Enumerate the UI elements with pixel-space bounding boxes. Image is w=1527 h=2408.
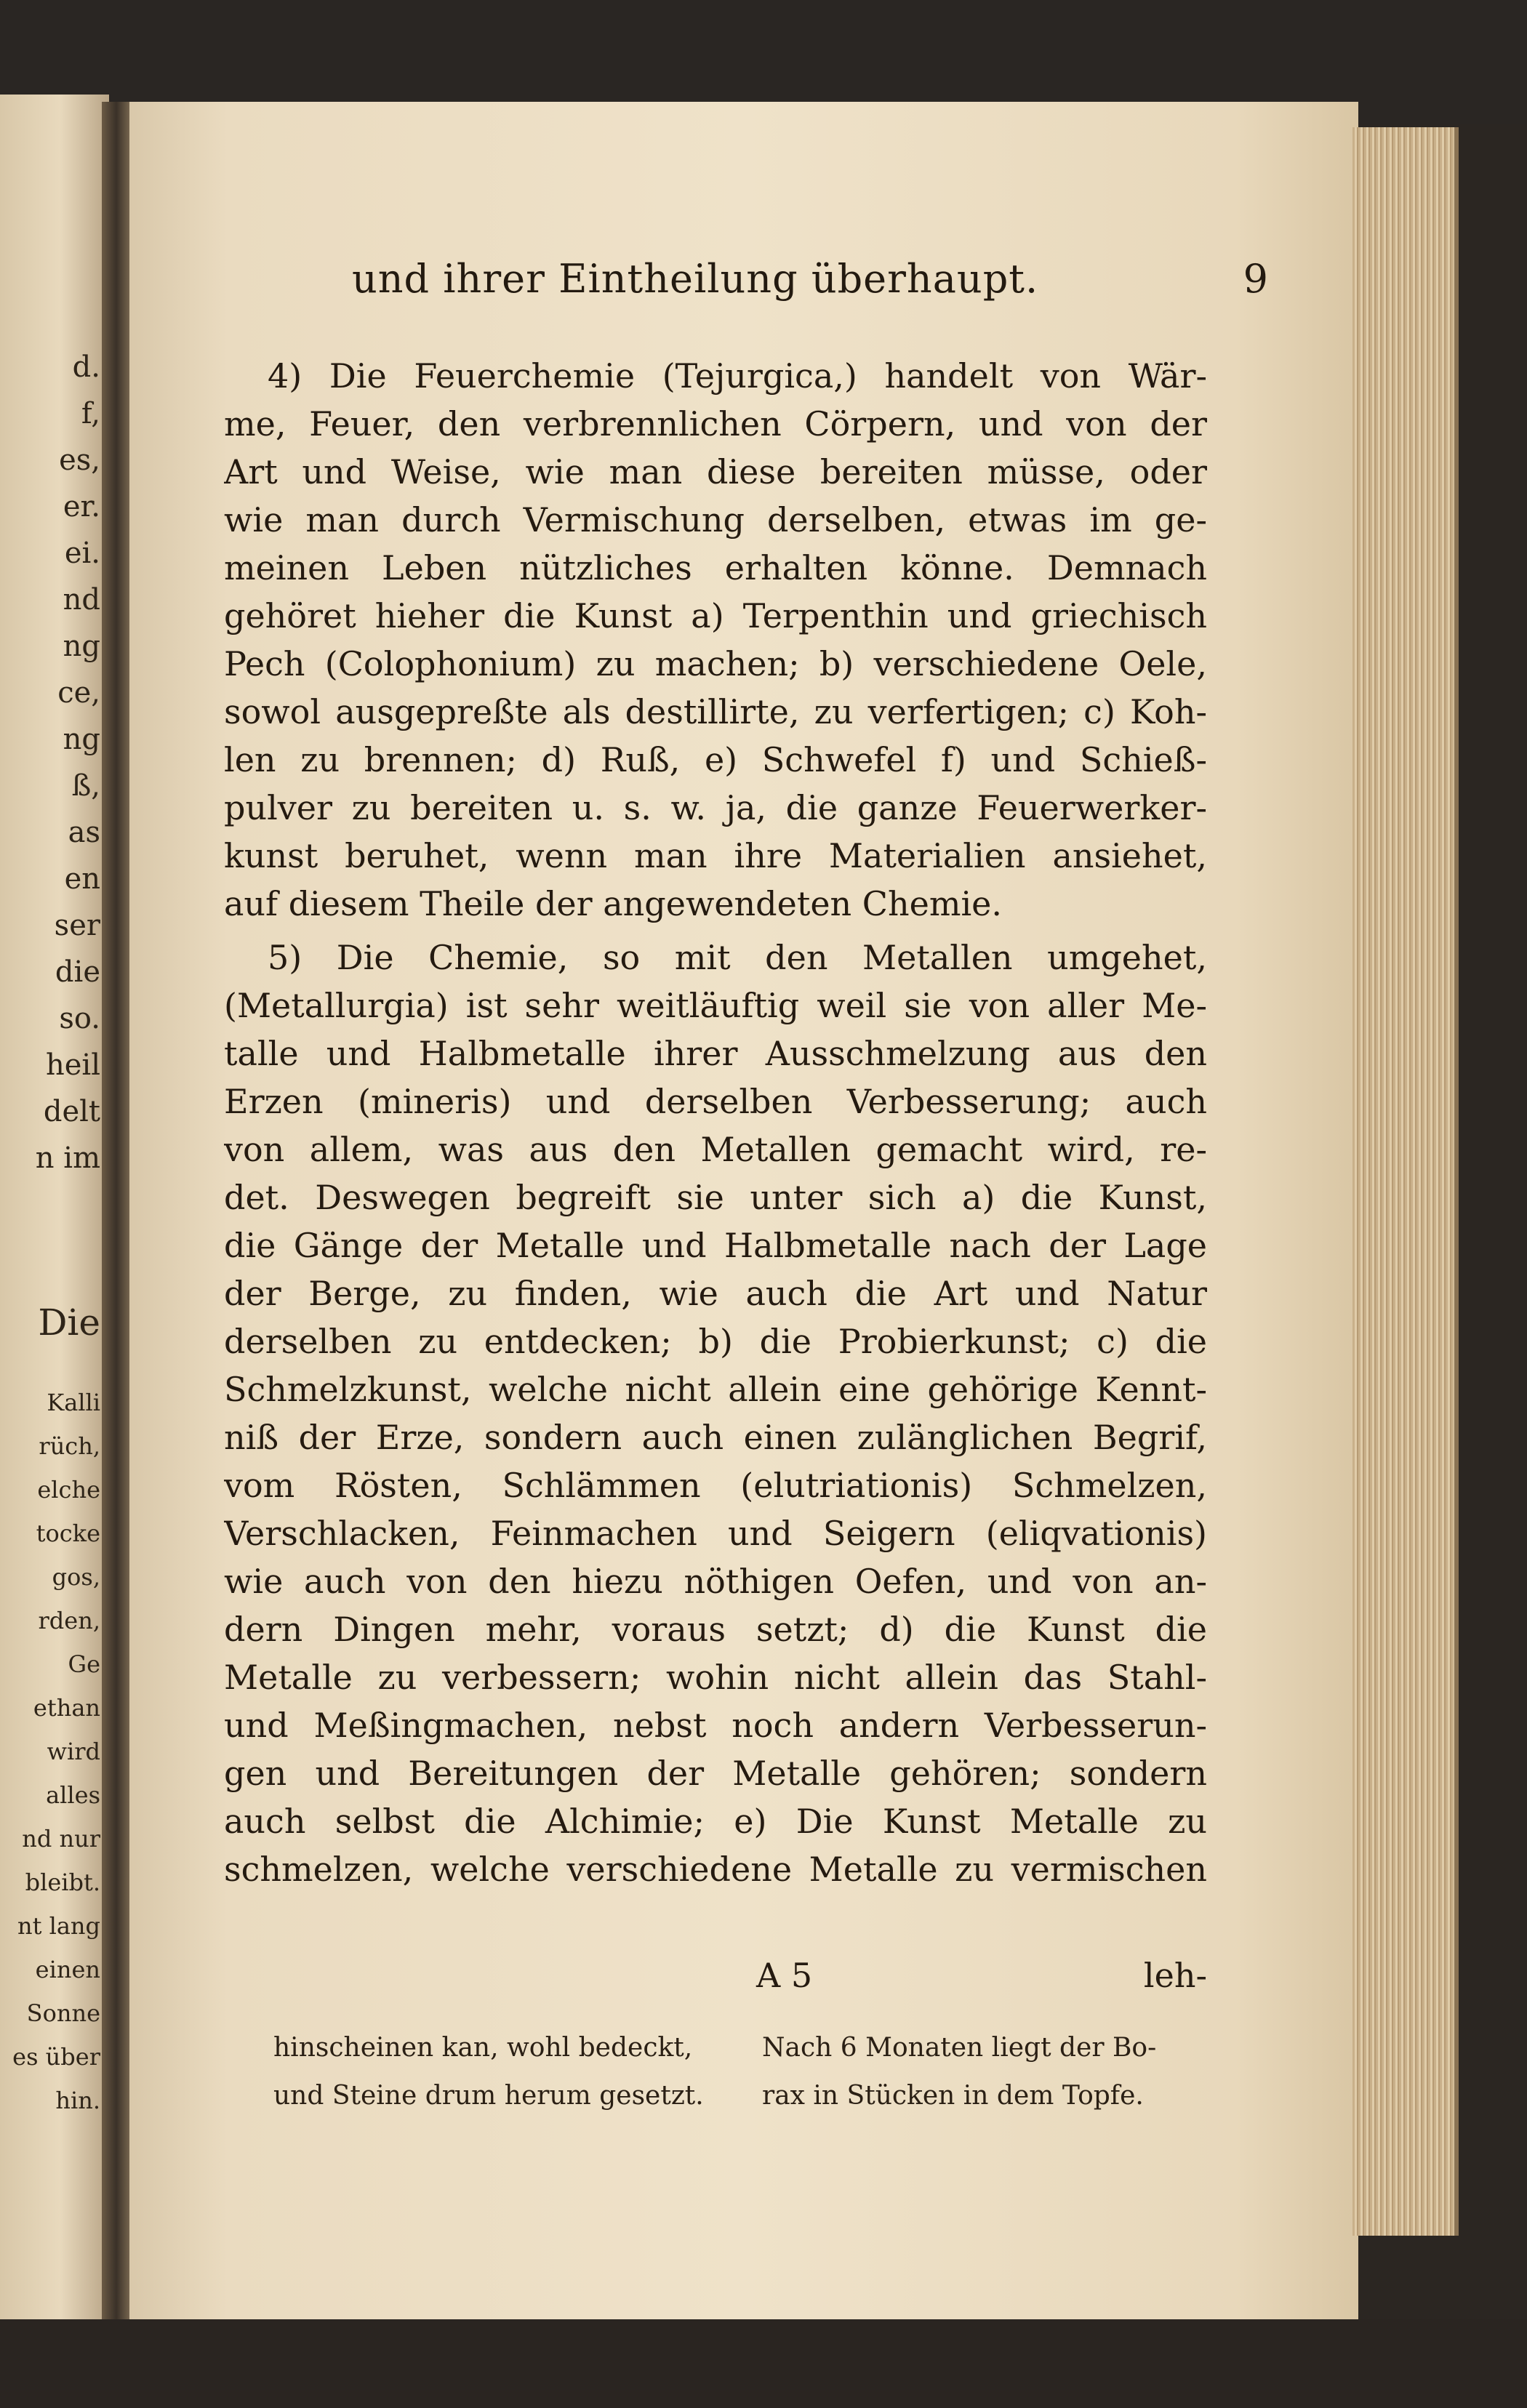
left-page-fragment: ethan [33, 1694, 100, 1722]
text-line: kunst beruhet, wenn man ihre Materialien ansiehet, [224, 836, 1207, 875]
text-line: die Gänge der Metalle und Halbmetalle nach der Lage [224, 1226, 1207, 1265]
left-page-fragment: nd [63, 583, 100, 617]
text-line: gen und Bereitungen der Metalle gehören; sondern [224, 1754, 1207, 1793]
text-line: 5) Die Chemie, so mit den Metallen umgehet, [268, 938, 1207, 977]
left-page-fragment: f, [81, 397, 100, 430]
text-line: Art und Weise, wie man diese bereiten müsse, oder [224, 452, 1207, 491]
text-line: sowol ausgepreßte als destillirte, zu verfertigen; c) Koh- [224, 692, 1207, 731]
left-page-fragment: rden, [38, 1607, 100, 1634]
text-line: talle und Halbmetalle ihrer Ausschmelzung aus den [224, 1034, 1207, 1073]
left-page-fragment: hin. [55, 2087, 100, 2114]
text-line: wie man durch Vermischung derselben, etwas im ge- [224, 500, 1207, 539]
text-line: auf diesem Theile der angewendeten Chemie. [224, 884, 1003, 923]
left-page-fragment: nd nur [22, 1825, 100, 1853]
left-page-fragment: es, [59, 444, 100, 477]
text-line: len zu brennen; d) Ruß, e) Schwefel f) und Schieß- [224, 740, 1207, 779]
text-line: schmelzen, welche verschiedene Metalle zu vermischen [224, 1850, 1207, 1889]
left-page-fragment: n im [35, 1141, 100, 1175]
text-line: der Berge, zu finden, wie auch die Art und Natur [224, 1274, 1207, 1313]
left-page-fragment: en [64, 862, 100, 896]
text-line: derselben zu entdecken; b) die Probierkunst; c) die [224, 1322, 1207, 1361]
footnote-line: rax in Stücken in dem Topfe. [762, 2081, 1144, 2111]
text-line: wie auch von den hiezu nöthigen Oefen, und von an- [224, 1562, 1207, 1601]
left-page-fragment: ce, [57, 676, 100, 710]
text-line: und Meßingmachen, nebst noch andern Verbesserun- [224, 1706, 1207, 1745]
text-line: (Metallurgia) ist sehr weitläuftig weil sie von aller Me- [224, 986, 1207, 1025]
left-page-fragment: nt lang [17, 1912, 100, 1940]
text-line: Pech (Colophonium) zu machen; b) verschiedene Oele, [224, 644, 1207, 683]
left-page-fragment: alles [46, 1781, 100, 1809]
left-page-fragment: rüch, [39, 1432, 100, 1460]
background-bottom [0, 2319, 1527, 2408]
left-page-fragment: er. [63, 490, 100, 523]
signature-line [756, 1956, 1207, 2001]
left-page-fragment: ei. [64, 537, 100, 570]
running-head [352, 256, 1268, 307]
left-page-fragment: bleibt. [25, 1869, 100, 1896]
text-line: det. Deswegen begreift sie unter sich a) die Kunst, [224, 1178, 1207, 1217]
footnote-line: Nach 6 Monaten liegt der Bo- [762, 2033, 1157, 2063]
left-page-fragment: ser [54, 909, 100, 942]
left-page-fragment: ng [63, 630, 100, 663]
left-page-fragment: Ge [68, 1650, 100, 1678]
left-page-fragment: heil [45, 1048, 100, 1082]
text-line: Erzen (mineris) und derselben Verbesserung; auch [224, 1082, 1207, 1121]
left-page-fragment: d. [72, 350, 100, 384]
text-line: me, Feuer, den verbrennlichen Cörpern, und von der [224, 404, 1207, 444]
left-page-fragment: Kalli [47, 1389, 100, 1416]
text-line: 4) Die Feuerchemie (Tejurgica,) handelt von Wär- [268, 356, 1207, 396]
text-line: Schmelzkunst, welche nicht allein eine gehörige Kennt- [224, 1370, 1207, 1409]
left-page-fragment: Die [38, 1301, 100, 1344]
text-line: meinen Leben nützliches erhalten könne. Demnach [224, 548, 1207, 587]
text-line: Verschlacken, Feinmachen und Seigern (eliqvationis) [224, 1514, 1207, 1553]
text-line: niß der Erze, sondern auch einen zulänglichen Begrif, [224, 1418, 1207, 1457]
left-page-fragment: einen [35, 1956, 100, 1983]
left-page-fragment: gos, [52, 1563, 100, 1591]
text-line: von allem, was aus den Metallen gemacht wird, re- [224, 1130, 1207, 1169]
left-page-fragment: ß, [71, 769, 100, 803]
text-line: gehöret hieher die Kunst a) Terpenthin und griechisch [224, 596, 1207, 635]
left-page-fragment: wird [47, 1738, 100, 1765]
book-gutter [102, 102, 131, 2327]
footnote-line: und Steine drum herum gesetzt. [273, 2081, 704, 2111]
left-page-fragment: ng [63, 723, 100, 756]
previous-page-edge [0, 95, 109, 2319]
text-line: Metalle zu verbessern; wohin nicht allein das Stahl- [224, 1658, 1207, 1697]
catchword: leh- [1143, 1956, 1207, 1995]
left-page-fragment: delt [43, 1095, 100, 1128]
footnote-line: hinscheinen kan, wohl bedeckt, [273, 2033, 693, 2063]
left-page-fragment: elche [37, 1476, 100, 1504]
left-page-fragment: Sonne [26, 1999, 100, 2027]
text-line: auch selbst die Alchimie; e) Die Kunst Metalle zu [224, 1802, 1207, 1841]
page-number: 9 [1243, 256, 1268, 302]
left-page-fragment: tocke [36, 1520, 100, 1547]
signature-mark: A 5 [756, 1956, 813, 1995]
left-page-fragment: as [68, 816, 100, 849]
text-line: vom Rösten, Schlämmen (elutriationis) Schmelzen, [224, 1466, 1207, 1505]
running-title: und ihrer Eintheilung überhaupt. [352, 256, 1039, 302]
page-block-edges [1352, 127, 1459, 2236]
text-line: dern Dingen mehr, voraus setzt; d) die Kunst die [224, 1610, 1207, 1649]
text-line: pulver zu bereiten u. s. w. ja, die ganze Feuerwerker- [224, 788, 1207, 827]
left-page-fragment: so. [59, 1002, 100, 1035]
left-page-fragment: es über [12, 2043, 100, 2071]
left-page-fragment: die [55, 955, 100, 989]
